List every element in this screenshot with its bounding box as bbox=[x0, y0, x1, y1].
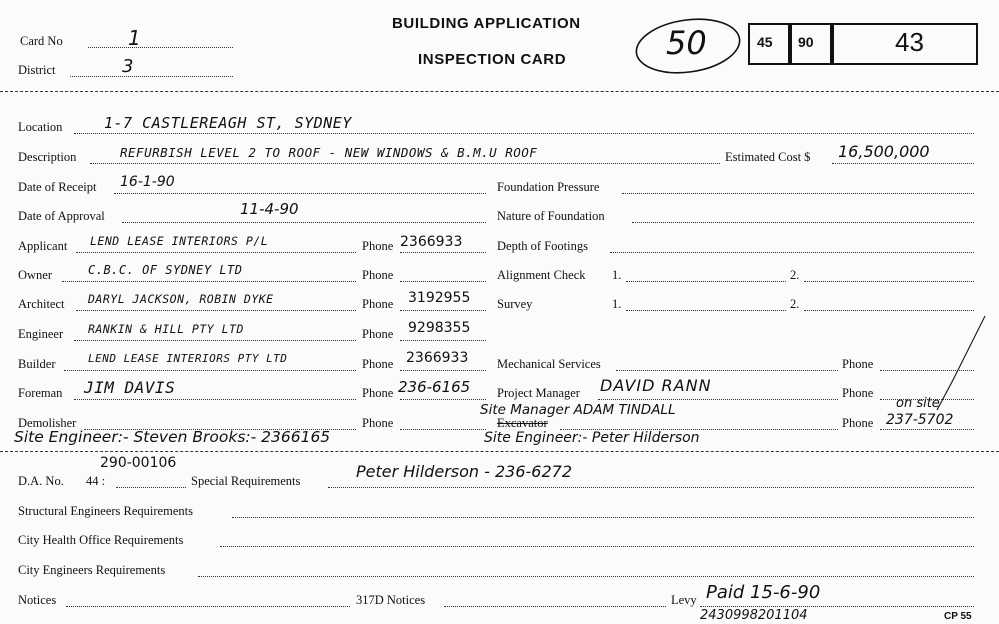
site-manager-value: Site Manager ADAM TINDALL bbox=[480, 402, 676, 418]
owner-phone-line bbox=[400, 281, 486, 282]
notices-line bbox=[66, 606, 350, 607]
title-line2: INSPECTION CARD bbox=[418, 51, 567, 68]
alignment-num-1: 1. bbox=[612, 268, 622, 282]
project-manager-value: DAVID RANN bbox=[600, 376, 712, 395]
header-divider bbox=[0, 91, 999, 92]
levy-line bbox=[700, 606, 974, 607]
demolisher-phone-line bbox=[400, 429, 486, 430]
foreman-line bbox=[74, 399, 356, 400]
levy-value: Paid 15-6-90 bbox=[706, 582, 821, 603]
engineer-label: Engineer bbox=[18, 327, 64, 341]
health-label: City Health Office Requirements bbox=[18, 533, 184, 547]
levy-label: Levy bbox=[671, 593, 697, 607]
excavator-phone-value: 237-5702 bbox=[886, 412, 954, 428]
title-line1: BUILDING APPLICATION bbox=[392, 15, 581, 32]
engineer-line bbox=[74, 340, 356, 341]
foreman-phone-label: Phone bbox=[362, 386, 394, 400]
architect-value: DARYL JACKSON, ROBIN DYKE bbox=[88, 292, 274, 306]
special-req-value: Peter Hilderson - 236-6272 bbox=[356, 462, 573, 481]
structural-label: Structural Engineers Requirements bbox=[18, 504, 193, 518]
alignment-line-2 bbox=[804, 281, 974, 282]
location-value: 1-7 CASTLEREAGH ST, SYDNEY bbox=[104, 114, 352, 132]
project-manager-label: Project Manager bbox=[497, 386, 580, 400]
city-eng-label: City Engineers Requirements bbox=[18, 563, 166, 577]
date-approval-line bbox=[122, 222, 486, 223]
notices-label: Notices bbox=[18, 593, 57, 607]
date-approval-value: 11-4-90 bbox=[240, 200, 299, 218]
section-divider bbox=[0, 451, 999, 452]
foundation-pressure-label: Foundation Pressure bbox=[497, 180, 600, 194]
demolisher-phone-label: Phone bbox=[362, 416, 394, 430]
levy-receipt: 2430998201104 bbox=[700, 608, 808, 623]
architect-phone-label: Phone bbox=[362, 297, 394, 311]
builder-value: LEND LEASE INTERIORS PTY LTD bbox=[88, 352, 288, 365]
owner-label: Owner bbox=[18, 268, 53, 282]
notices-317d-line bbox=[444, 606, 666, 607]
engineer-phone-line bbox=[400, 340, 486, 341]
builder-phone-value: 2366933 bbox=[406, 350, 469, 366]
estimated-cost-value: 16,500,000 bbox=[838, 142, 930, 161]
right-site-engineer-note: Site Engineer:- Peter Hilderson bbox=[484, 430, 700, 446]
engineer-value: RANKIN & HILL PTY LTD bbox=[88, 322, 244, 336]
card-no-value: 1 bbox=[128, 26, 141, 50]
notices-317d-label: 317D Notices bbox=[356, 593, 426, 607]
foreman-value: JIM DAVIS bbox=[84, 378, 176, 397]
left-site-engineer-note: Site Engineer:- Steven Brooks:- 2366165 bbox=[14, 428, 331, 446]
owner-phone-label: Phone bbox=[362, 268, 394, 282]
location-label: Location bbox=[18, 120, 63, 134]
district-label: District bbox=[18, 63, 56, 77]
survey-num-1: 1. bbox=[612, 297, 622, 311]
excavator-phone-note: on site bbox=[896, 396, 940, 411]
foundation-pressure-line bbox=[622, 193, 974, 194]
form-code: CP 55 bbox=[944, 611, 972, 622]
demolisher-label: Demolisher bbox=[18, 416, 77, 430]
owner-value: C.B.C. OF SYDNEY LTD bbox=[88, 263, 243, 277]
estimated-cost-label: Estimated Cost $ bbox=[725, 150, 811, 164]
foreman-phone-value: 236-6165 bbox=[398, 378, 471, 396]
depth-footings-line bbox=[610, 252, 974, 253]
applicant-value: LEND LEASE INTERIORS P/L bbox=[90, 234, 269, 248]
excavator-label: Excavator bbox=[497, 416, 548, 430]
applicant-phone-line bbox=[400, 252, 486, 253]
builder-phone-label: Phone bbox=[362, 357, 394, 371]
health-line bbox=[220, 546, 974, 547]
engineer-phone-label: Phone bbox=[362, 327, 394, 341]
description-value: REFURBISH LEVEL 2 TO ROOF - NEW WINDOWS & B.M.U ROOF bbox=[120, 145, 538, 160]
location-line bbox=[74, 133, 974, 134]
alignment-num-2: 2. bbox=[790, 268, 800, 282]
pen-stroke-mark bbox=[915, 310, 995, 430]
alignment-check-label: Alignment Check bbox=[497, 268, 586, 282]
da-value: 290-00106 bbox=[100, 455, 177, 471]
alignment-line-1 bbox=[626, 281, 786, 282]
description-label: Description bbox=[18, 150, 77, 164]
mechanical-line bbox=[616, 370, 838, 371]
applicant-phone-label: Phone bbox=[362, 239, 394, 253]
description-line bbox=[90, 163, 720, 164]
date-approval-label: Date of Approval bbox=[18, 209, 105, 223]
da-line bbox=[116, 487, 186, 488]
depth-footings-label: Depth of Footings bbox=[497, 239, 588, 253]
architect-line bbox=[76, 310, 356, 311]
circled-number: 50 bbox=[666, 24, 707, 62]
ref-box-1-value: 45 bbox=[757, 34, 773, 50]
project-manager-phone-label: Phone bbox=[842, 386, 874, 400]
excavator-phone-label: Phone bbox=[842, 416, 874, 430]
survey-line-1 bbox=[626, 310, 786, 311]
date-receipt-value: 16-1-90 bbox=[120, 174, 175, 190]
estimated-cost-line bbox=[832, 163, 974, 164]
mechanical-label: Mechanical Services bbox=[497, 357, 601, 371]
project-manager-line bbox=[598, 399, 838, 400]
nature-foundation-label: Nature of Foundation bbox=[497, 209, 605, 223]
da-label: D.A. No. bbox=[18, 474, 64, 488]
architect-phone-line bbox=[400, 310, 486, 311]
builder-phone-line bbox=[400, 370, 486, 371]
applicant-phone-value: 2366933 bbox=[400, 234, 463, 250]
foreman-label: Foreman bbox=[18, 386, 63, 400]
da-prefix: 44 : bbox=[86, 474, 106, 488]
city-eng-line bbox=[198, 576, 974, 577]
mechanical-phone-label: Phone bbox=[842, 357, 874, 371]
district-line bbox=[70, 76, 233, 77]
nature-foundation-line bbox=[632, 222, 974, 223]
structural-line bbox=[232, 517, 974, 518]
architect-label: Architect bbox=[18, 297, 65, 311]
survey-num-2: 2. bbox=[790, 297, 800, 311]
architect-phone-value: 3192955 bbox=[408, 290, 471, 306]
special-req-label: Special Requirements bbox=[191, 474, 301, 488]
card-no-label: Card No bbox=[20, 34, 63, 48]
builder-label: Builder bbox=[18, 357, 56, 371]
date-receipt-label: Date of Receipt bbox=[18, 180, 97, 194]
card-no-line bbox=[88, 47, 233, 48]
applicant-line bbox=[76, 252, 356, 253]
special-req-line bbox=[328, 487, 974, 488]
survey-label: Survey bbox=[497, 297, 533, 311]
ref-box-3-value: 43 bbox=[895, 27, 924, 57]
engineer-phone-value: 9298355 bbox=[408, 320, 471, 336]
foreman-phone-line bbox=[400, 399, 486, 400]
owner-line bbox=[62, 281, 356, 282]
applicant-label: Applicant bbox=[18, 239, 68, 253]
builder-line bbox=[64, 370, 356, 371]
date-receipt-line bbox=[114, 193, 486, 194]
district-value: 3 bbox=[122, 56, 134, 77]
ref-box-2-value: 90 bbox=[798, 34, 814, 50]
